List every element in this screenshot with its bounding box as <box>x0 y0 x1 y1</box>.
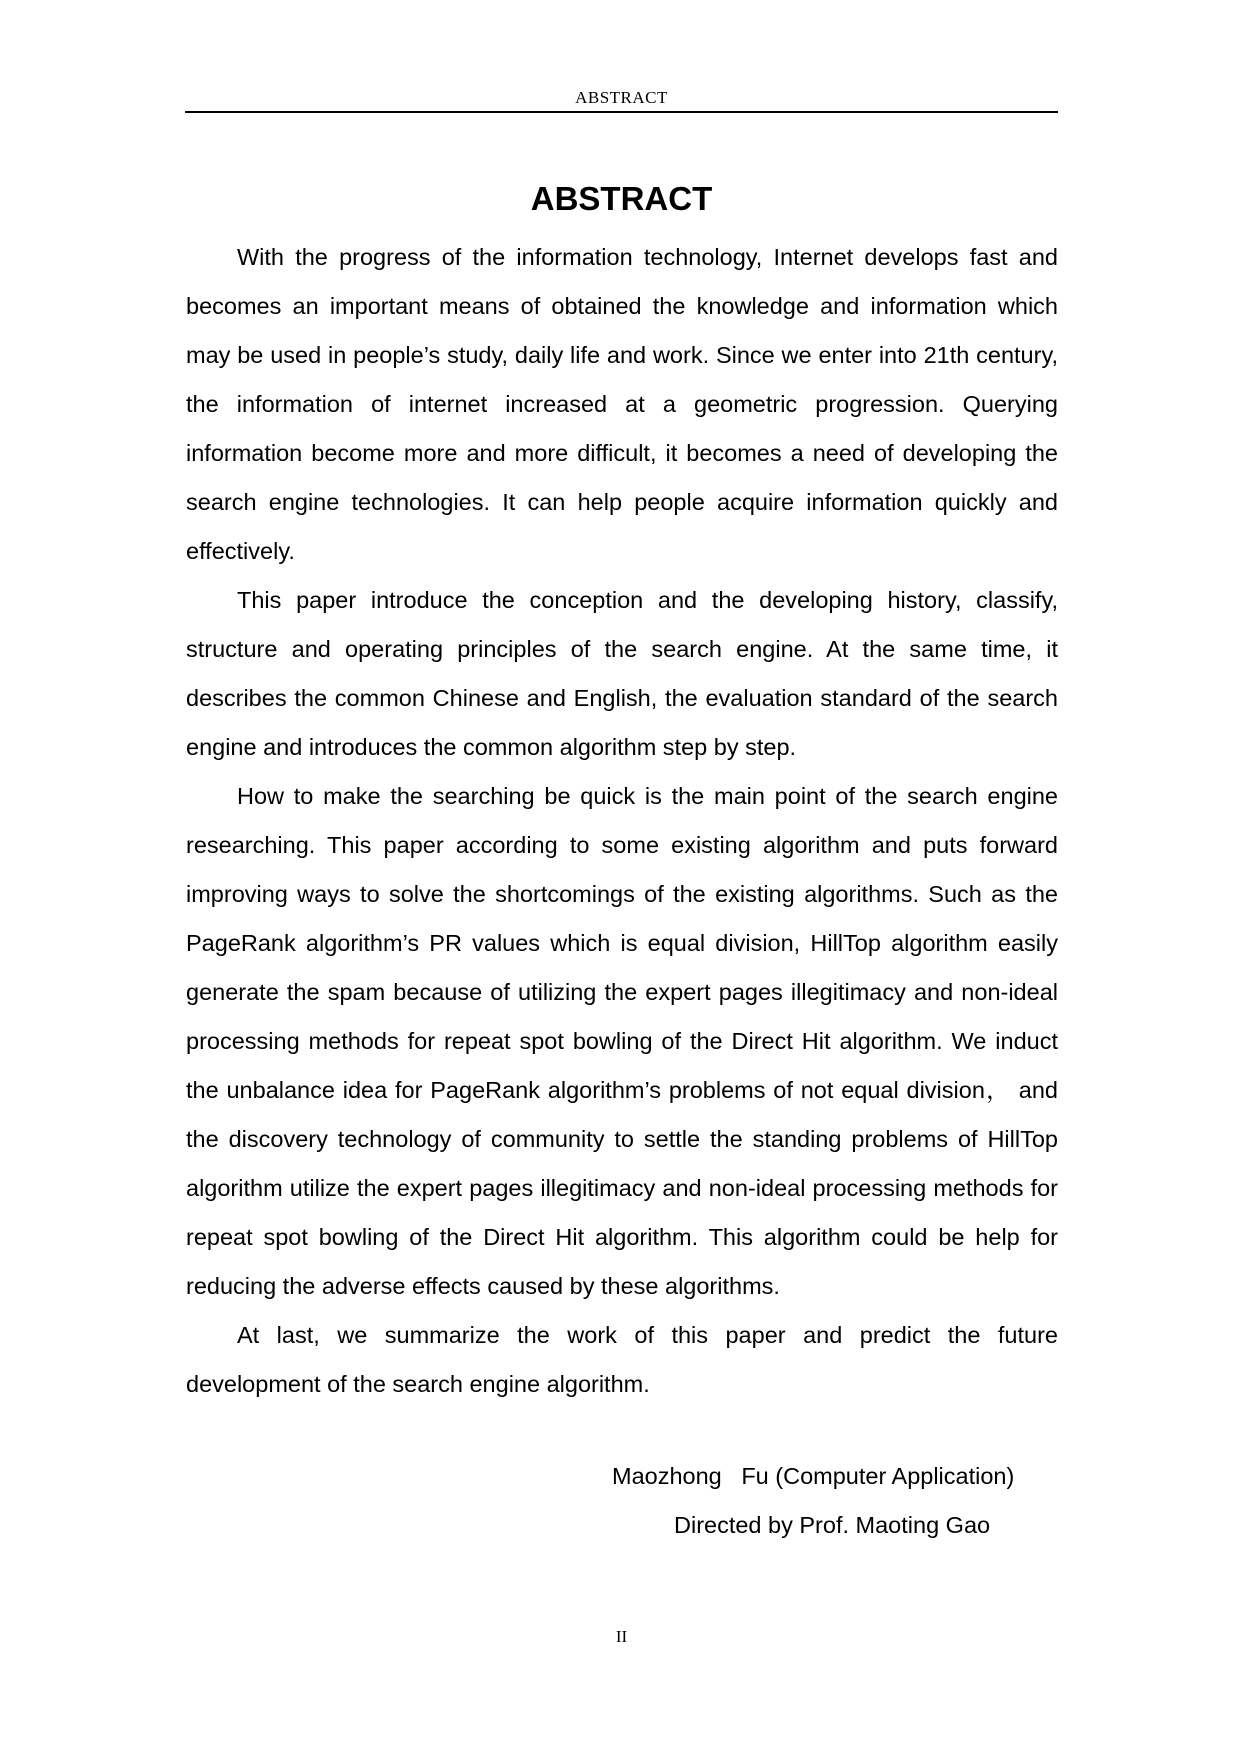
author-line: Maozhong Fu (Computer Application) <box>612 1463 1015 1489</box>
abstract-paragraph-3: How to make the searching be quick is the main point of the search engine researching. This paper according to some existing algorithm and puts forward improving ways to solve the shortcomings of the existing algorithms. Such as the PageRank algorithm’s PR values which is equal division, HillTop algorithm easily generate the spam because of utilizing the expert pages illegitimacy and non-ideal processing methods for repeat spot bowling of the Direct Hit algorithm. We induct the unbalance idea for PageRank algorithm’s problems of not equal division， and the discovery technology of community to settle the standing problems of HillTop algorithm utilize the expert pages illegitimacy and non-ideal processing methods for repeat spot bowling of the Direct Hit algorithm. This algorithm could be help for reducing the adverse effects caused by these algorithms. <box>186 783 1058 1299</box>
abstract-body <box>186 233 1058 1409</box>
running-header: ABSTRACT <box>575 88 668 107</box>
page-number: II <box>615 1627 628 1646</box>
abstract-paragraph-1: With the progress of the information technology, Internet develops fast and becomes an important means of obtained the knowledge and information which may be used in people’s study, daily life and work. Since we enter into 21th century, the information of internet increased at a geometric progression. Querying information become more and more difficult, it becomes a need of developing the search engine technologies. It can help people acquire information quickly and effectively. <box>186 244 1058 564</box>
abstract-paragraph-4: At last, we summarize the work of this paper and predict the future development of the search engine algorithm. <box>186 1322 1058 1397</box>
abstract-paragraph-2: This paper introduce the conception and the developing history, classify, structure and operating principles of the search engine. At the same time, it describes the common Chinese and English, the evaluation standard of the search engine and introduces the common algorithm step by step. <box>186 587 1058 760</box>
page-title: ABSTRACT <box>530 180 713 217</box>
header-rule <box>185 111 1058 113</box>
advisor-line: Directed by Prof. Maoting Gao <box>674 1512 991 1538</box>
